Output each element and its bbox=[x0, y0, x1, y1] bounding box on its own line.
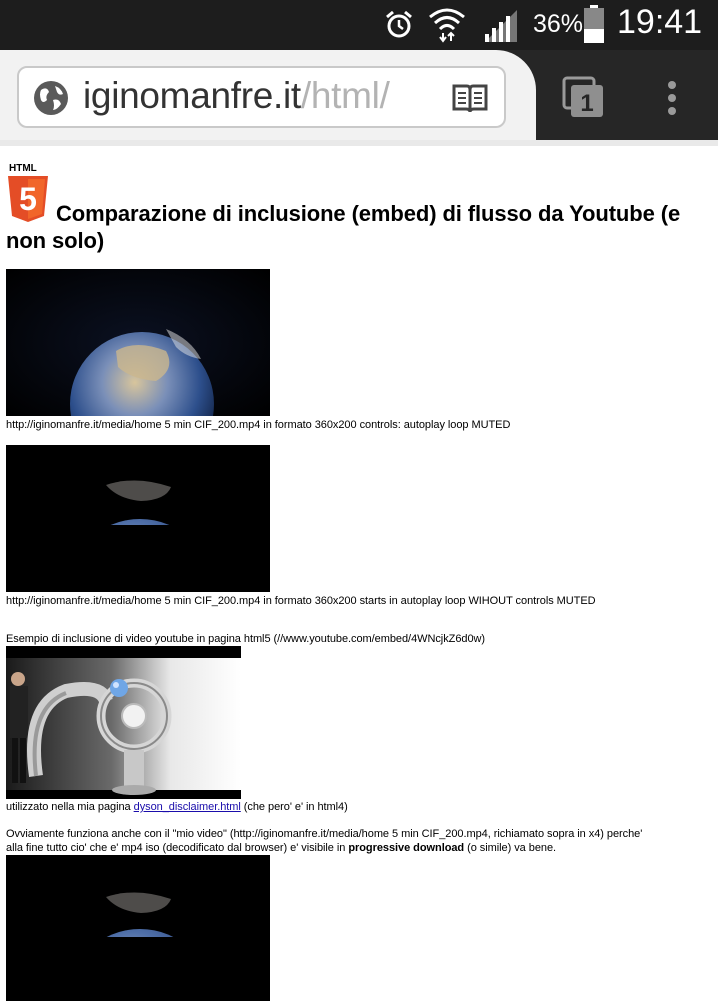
html5-logo-label: HTML bbox=[9, 163, 37, 174]
overflow-menu-icon[interactable] bbox=[664, 80, 680, 116]
dyson-disclaimer-link[interactable]: dyson_disclaimer.html bbox=[133, 801, 241, 813]
video-player-3[interactable] bbox=[6, 855, 270, 1001]
browser-toolbar bbox=[0, 50, 718, 146]
signal-icon bbox=[483, 8, 519, 42]
paragraph-line-2 bbox=[6, 842, 556, 854]
url-path: /html/ bbox=[300, 75, 390, 116]
globe-icon bbox=[33, 80, 69, 116]
used-in-suffix: (che pero' e' in html4) bbox=[240, 801, 348, 813]
page-title: Comparazione di inclusione (embed) di flusso da Youtube (e non solo) bbox=[6, 201, 681, 253]
battery-icon bbox=[583, 5, 605, 43]
youtube-intro-text: Esempio di inclusione di video youtube in pagina html5 (//www.youtube.com/embed/4WNcjkZ6d0w) bbox=[6, 633, 486, 645]
paragraph-line-2-prefix: alla fine tutto cio' che e' mp4 iso (decodificato dal browser) e' visibile in bbox=[6, 842, 349, 854]
youtube-embed[interactable] bbox=[6, 646, 241, 799]
caption-video-1: http://iginomanfre.it/media/home 5 min CIF_200.mp4 in formato 360x200 controls: autoplay loop MUTED bbox=[6, 419, 511, 431]
caption-video-2: http://iginomanfre.it/media/home 5 min CIF_200.mp4 in formato 360x200 starts in autoplay loop WIHOUT controls MUTED bbox=[6, 595, 596, 607]
used-in-line bbox=[6, 801, 348, 813]
used-in-prefix: utilizzato nella mia pagina bbox=[6, 801, 134, 813]
web-page bbox=[0, 146, 718, 1001]
tab-count: 1 bbox=[580, 90, 594, 117]
url-text[interactable] bbox=[83, 75, 390, 117]
tabs-icon bbox=[560, 74, 606, 120]
video-player-2[interactable] bbox=[6, 445, 270, 592]
url-host: iginomanfre.it bbox=[83, 75, 301, 116]
battery-percent: 36% bbox=[533, 10, 584, 38]
tabs-button[interactable] bbox=[560, 74, 606, 125]
status-clock: 19:41 bbox=[617, 3, 703, 41]
wifi-icon bbox=[428, 5, 466, 43]
progressive-download-bold: progressive download bbox=[348, 842, 465, 854]
paragraph-line-1: Ovviamente funziona anche con il "mio video" (http://iginomanfre.it/media/home 5 min CIF_200.mp4, richiamato sopra in x4) perche' bbox=[6, 828, 643, 840]
paragraph-line-2-suffix: (o simile) va bene. bbox=[464, 842, 557, 854]
status-bar bbox=[0, 0, 718, 50]
html5-logo-number: 5 bbox=[19, 181, 37, 217]
address-bar[interactable] bbox=[17, 66, 506, 128]
reader-mode-icon[interactable] bbox=[452, 82, 488, 114]
video-player-1[interactable] bbox=[6, 269, 270, 416]
alarm-icon bbox=[383, 8, 415, 40]
